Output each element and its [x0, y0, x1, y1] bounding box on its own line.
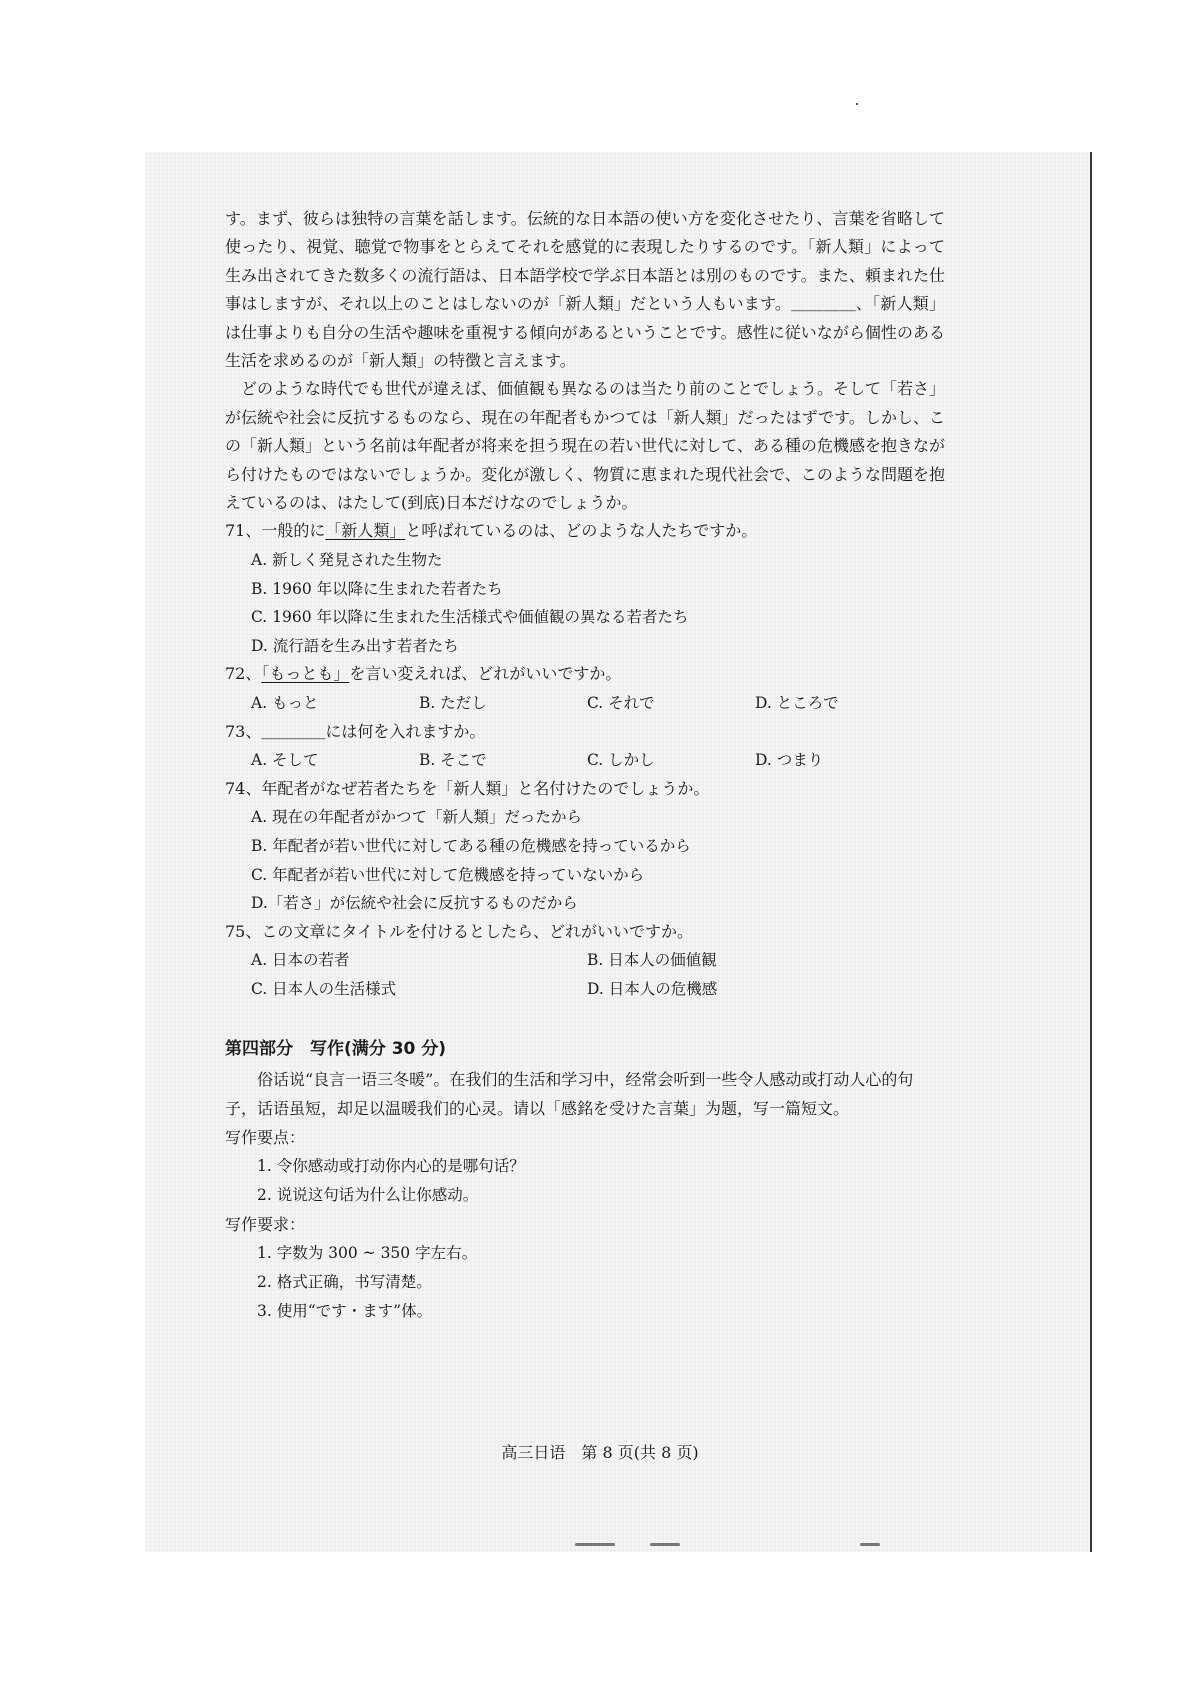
q71-option-a: A. 新しく発見された生物た [251, 551, 443, 570]
scan-smudge [575, 1543, 615, 1546]
q75-options-row-2 [251, 975, 945, 1004]
q75-option-d: D. 日本人の危機感 [587, 979, 718, 998]
question-72-suffix: を言い変えれば、どれがいいですか。 [349, 664, 622, 684]
question-74: 74、年配者がなぜ若者たちを「新人類」と名付けたのでしょうか。 [225, 778, 710, 798]
writing-requirement-3: 3. 使用“です・ます”体。 [257, 1301, 433, 1320]
page-content [225, 205, 945, 1326]
question-71-prefix: 71、一般的に [225, 521, 326, 541]
question-72 [225, 660, 945, 689]
q74-option-c: C. 年配者が若い世代に対して危機感を持っていないから [251, 865, 645, 884]
writing-point-2: 2. 说说这句话为什么让你感动。 [257, 1185, 479, 1204]
question-72-underlined: 「もっとも」 [261, 664, 350, 684]
writing-requirement-1: 1. 字数为 300 ~ 350 字左右。 [257, 1243, 478, 1262]
q74-option-a: A. 現在の年配者がかつて「新人類」だったから [251, 808, 583, 827]
q71-option-d: D. 流行語を生み出す若者たち [251, 636, 459, 655]
writing-points-label: 写作要点： [225, 1127, 306, 1147]
q73-option-b: B. そこで [419, 751, 487, 770]
scan-smudge [860, 1543, 880, 1546]
question-72-prefix: 72、 [225, 664, 262, 684]
page-footer: 高三日语 第 8 页(共 8 页) [501, 1443, 699, 1462]
q71-option-c: C. 1960 年以降に生まれた生活様式や価値観の異なる若者たち [251, 608, 689, 627]
q73-option-d: D. つまり [755, 751, 824, 770]
q75-option-c: C. 日本人の生活様式 [251, 979, 397, 998]
q74-option-b: B. 年配者が若い世代に対してある種の危機感を持っているから [251, 837, 691, 855]
q72-option-b: B. ただし [419, 694, 487, 713]
scan-smudge [650, 1543, 680, 1546]
writing-prompt: 俗话说“良言一语三冬暖”。在我们的生活和学习中，经常会听到一些令人感动或打动人心的句子，话语虽短，却足以温暖我们的心灵。请以「感銘を受けた言葉」为题，写一篇短文。 [225, 1069, 914, 1118]
q75-option-b: B. 日本人の価値観 [587, 951, 717, 970]
writing-point-1: 1. 令你感动或打动你内心的是哪句话？ [257, 1156, 525, 1175]
writing-requirements-label: 写作要求： [225, 1214, 306, 1234]
q72-options [251, 689, 945, 718]
q73-option-c: C. しかし [587, 751, 655, 770]
q75-options-row-1 [251, 946, 945, 975]
q72-option-c: C. それで [587, 694, 655, 713]
question-71-suffix: と呼ばれているのは、どのような人たちですか。 [405, 521, 758, 541]
passage-paragraph-2: どのような時代でも世代が違えば、価値観も異なるのは当たり前のことでしょう。そして「若さ」が伝統や社会に反抗するものなら、現在の年配者もかつては「新人類」だったはずです。しかし、この「新人類」という名前は年配者が将来を担う現在の若い世代に対して、ある種の危機感を抱きながら付けたものではないでしょうか。変化が激しく、物質に恵まれた現代社会で、このような問題を抱えているのは、はたして(到底)日本だけなのでしょうか。 [225, 379, 946, 513]
question-71 [225, 517, 945, 546]
passage-paragraph-1: す。まず、彼らは独特の言葉を話します。伝統的な日本語の使い方を変化させたり、言葉を省略して使ったり、視覚、聴覚で物事をとらえてそれを感覚的に表現したりするのです。「新人類」によって生み出されてきた数多くの流行語は、日本語学校で学ぶ日本語とは別のものです。また、頼まれた仕事はしますが、それ以上のことはしないのが「新人類」だという人もいます。＿＿＿＿、「新人類」は仕事よりも自分の生活や趣味を重視する傾向があるということです。感性に従いながら個性のある生活を求めるのが「新人類」の特徴と言えます。 [225, 209, 945, 371]
question-73: 73、＿＿＿＿には何を入れますか。 [225, 721, 486, 741]
writing-requirement-2: 2. 格式正确，书写清楚。 [257, 1272, 432, 1291]
q71-option-b: B. 1960 年以降に生まれた若者たち [251, 579, 503, 598]
writing-section-title: 第四部分 写作(满分 30 分) [225, 1038, 447, 1059]
q73-options [251, 746, 945, 775]
q75-option-a: A. 日本の若者 [251, 951, 350, 970]
scan-speck [856, 103, 858, 105]
q74-option-d: D.「若さ」が伝統や社会に反抗するものだから [251, 894, 578, 913]
q72-option-d: D. ところで [755, 694, 839, 713]
question-75: 75、この文章にタイトルを付けるとしたら、どれがいいですか。 [225, 921, 694, 941]
question-71-underlined: 「新人類」 [325, 521, 406, 541]
q73-option-a: A. そして [251, 751, 319, 770]
q72-option-a: A. もっと [251, 694, 319, 713]
